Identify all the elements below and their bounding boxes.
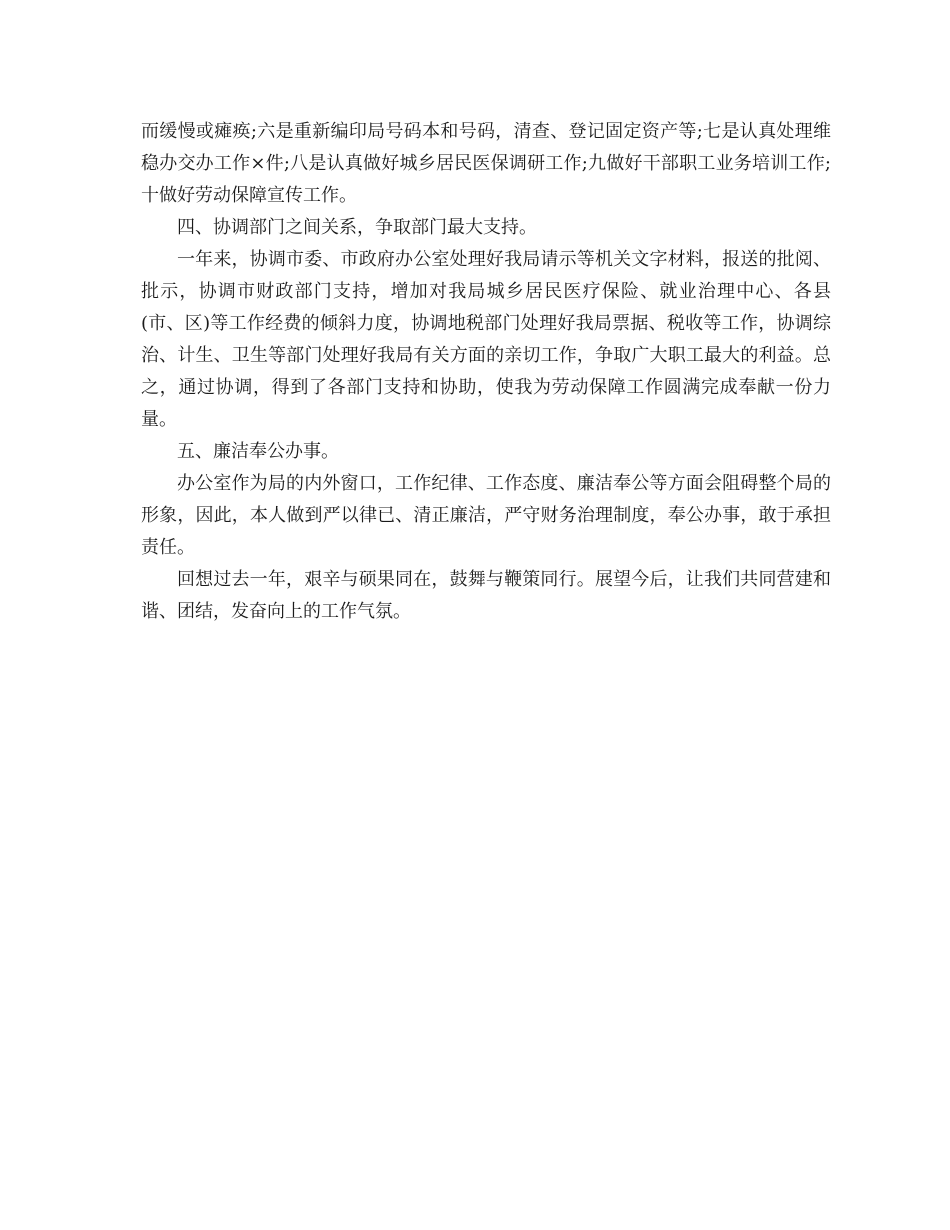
document-body — [141, 116, 831, 628]
section-heading-coordination: 四、协调部门之间关系，争取部门最大支持。 — [177, 217, 537, 238]
section-heading-integrity: 五、廉洁奉公办事。 — [177, 441, 339, 462]
paragraph-coordination: 一年来，协调市委、市政府办公室处理好我局请示等机关文字材料，报送的批阅、批示，协调市财政部门支持，增加对我局城乡居民医疗保险、就业治理中心、各县(市、区)等工作经费的倾斜力度，协调地税部门处理好我局票据、税收等工作，协调综治、计生、卫生等部门处理好我局有关方面的亲切工作，争取广大职工最大的利益。总之，通过协调，得到了各部门支持和协助，使我为劳动保障工作圆满完成奉献一份力量。 — [141, 249, 831, 430]
paragraph-continued-duties: 而缓慢或瘫痪;六是重新编印局号码本和号码，清查、登记固定资产等;七是认真处理维稳办交办工作×件;八是认真做好城乡居民医保调研工作;九做好干部职工业务培训工作;十做好劳动保障宣传工作。 — [141, 121, 831, 206]
paragraph-conclusion: 回想过去一年，艰辛与硕果同在，鼓舞与鞭策同行。展望今后，让我们共同营建和谐、团结，发奋向上的工作气氛。 — [141, 569, 831, 622]
paragraph-integrity: 办公室作为局的内外窗口，工作纪律、工作态度、廉洁奉公等方面会阻碍整个局的形象，因此，本人做到严以律已、清正廉洁，严守财务治理制度，奉公办事，敢于承担责任。 — [141, 473, 831, 558]
